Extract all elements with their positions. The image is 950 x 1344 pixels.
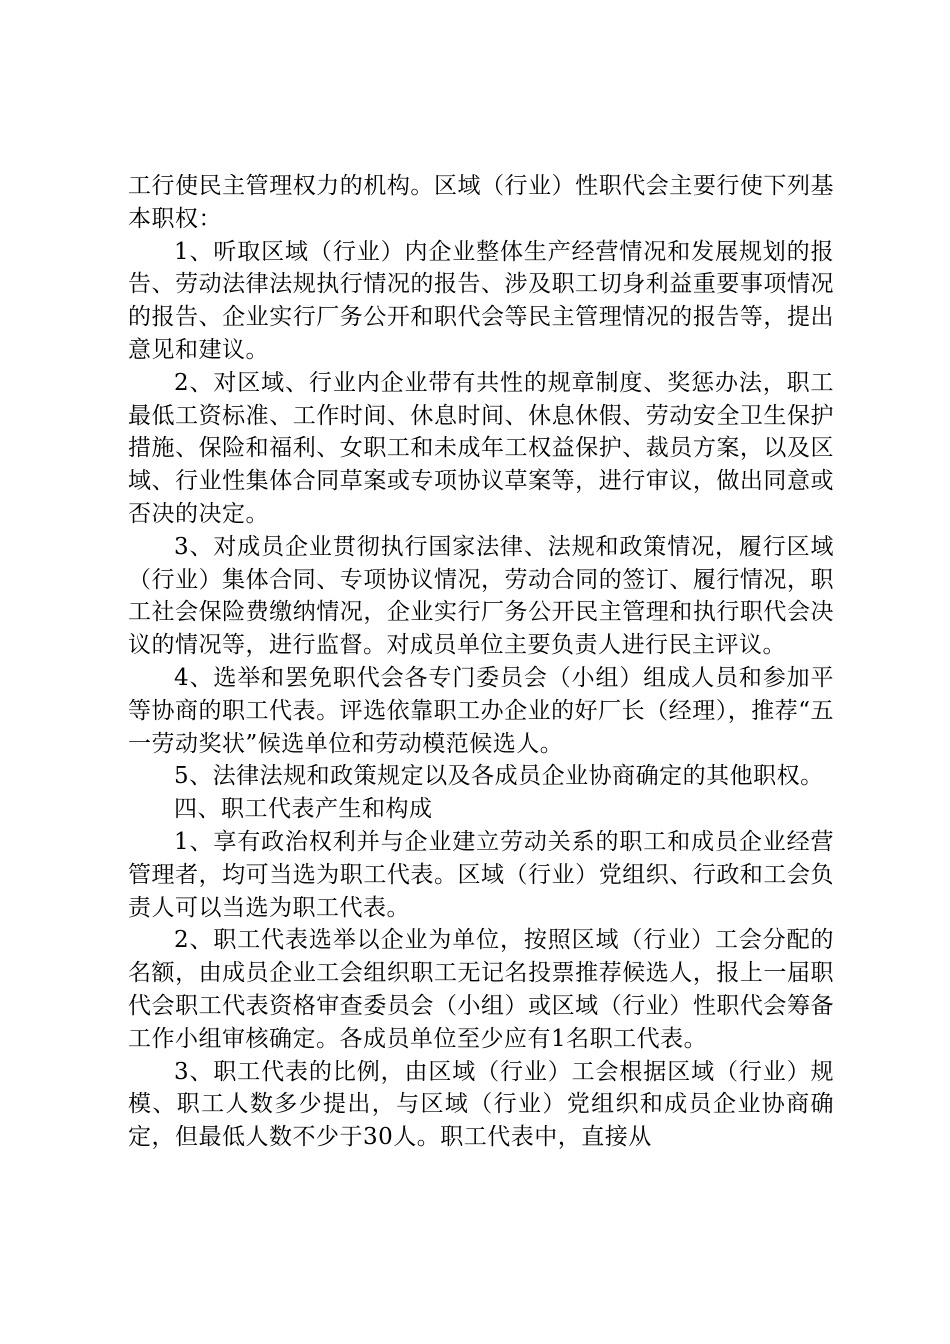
section-heading: 四、职工代表产生和构成 <box>174 796 433 823</box>
paragraph-item-2: 2、对区域、行业内企业带有共性的规章制度、奖惩办法，职工最低工资标准、工作时间、休息时间、休息休假、劳动安全卫生保护措施、保险和福利、女职工和未成年工权益保护、裁员方案，以及区域、行业性集体合同草案或专项协议草案等，进行审议，做出同意或否决的决定。 <box>128 369 834 527</box>
paragraph-continuation: 工行使民主管理权力的机构。区域（行业）性职代会主要行使下列基本职权： <box>128 173 834 232</box>
paragraph-item-3: 3、对成员企业贯彻执行国家法律、法规和政策情况，履行区域（行业）集体合同、专项协议情况，劳动合同的签订、履行情况，职工社会保险费缴纳情况，企业实行厂务公开民主管理和执行职代会决议的情况等，进行监督。对成员单位主要负责人进行民主评议。 <box>128 533 834 659</box>
paragraph-rep-2: 2、职工代表选举以企业为单位，按照区域（行业）工会分配的名额，由成员企业工会组织职工无记名投票推荐候选人，报上一届职代会职工代表资格审查委员会（小组）或区域（行业）性职代会筹备工作小组审核确定。各成员单位至少应有1名职工代表。 <box>128 927 834 1052</box>
paragraph-item-4: 4、选举和罢免职代会各专门委员会（小组）组成人员和参加平等协商的职工代表。评选依靠职工办企业的好厂长（经理），推荐“五一劳动奖状”候选单位和劳动模范候选人。 <box>128 664 834 757</box>
paragraph-rep-1: 1、享有政治权利并与企业建立劳动关系的职工和成员企业经营管理者，均可当选为职工代表。区域（行业）党组织、行政和工会负责人可以当选为职工代表。 <box>128 828 834 921</box>
paragraph-item-1: 1、听取区域（行业）内企业整体生产经营情况和发展规划的报告、劳动法律法规执行情况的报告、涉及职工切身利益重要事项情况的报告、企业实行厂务公开和职代会等民主管理情况的报告等，提出意见和建议。 <box>128 238 834 363</box>
paragraph-item-5: 5、法律法规和政策规定以及各成员企业协商确定的其他职权。 <box>174 763 824 790</box>
document-body <box>128 170 834 1154</box>
paragraph-rep-3: 3、职工代表的比例，由区域（行业）工会根据区域（行业）规模、职工人数多少提出，与区域（行业）党组织和成员企业协商确定，但最低人数不少于30人。职工代表中，直接从 <box>128 1058 834 1151</box>
